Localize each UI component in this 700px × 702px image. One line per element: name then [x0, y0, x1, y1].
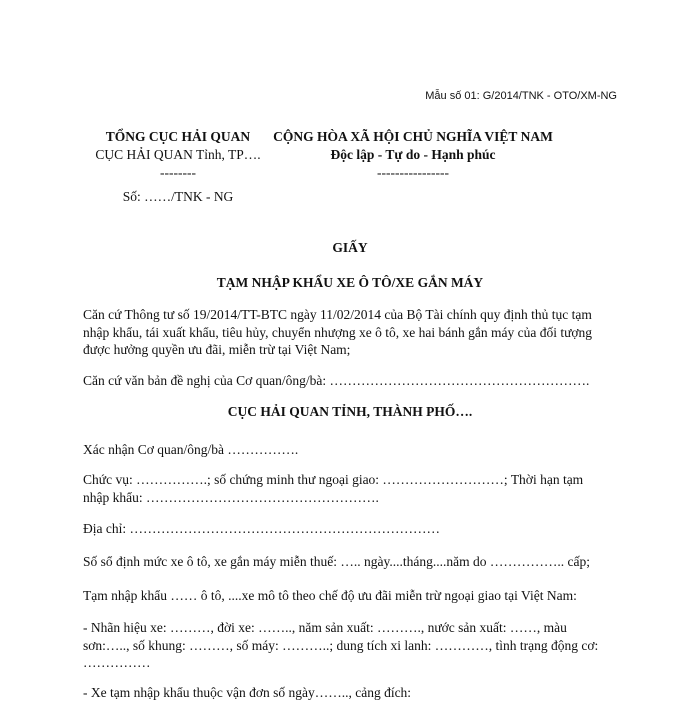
republic-motto: Độc lập - Tự do - Hạnh phúc — [330, 147, 496, 162]
republic-divider: ---------------- — [377, 165, 449, 180]
import-line: Tạm nhập khẩu …… ô tô, ....xe mô tô theo chế độ ưu đãi miễn trừ ngoại giao tại Việt Nam: — [83, 588, 577, 603]
agency-branch: CỤC HẢI QUAN Tỉnh, TP…. — [95, 147, 261, 162]
bill-line: - Xe tạm nhập khẩu thuộc vận đơn số ngày…….., cảng đích: — [83, 685, 412, 700]
basis-paragraph: Căn cứ Thông tư số 19/2014/TT-BTC ngày 11/02/2014 của Bộ Tài chính quy định thủ tục tạm nhập khẩu, tái xuất khẩu, tiêu hủy, chuyển nhượng xe ô tô, xe hai bánh gắn máy của đối tượng được hưởng quyền ưu đãi, miễn trừ tại Việt Nam; — [83, 307, 593, 357]
agency-header — [78, 128, 278, 206]
section-heading: CỤC HẢI QUAN TỈNH, THÀNH PHỐ…. — [227, 404, 473, 419]
agency-divider: -------- — [160, 165, 196, 180]
republic-name: CỘNG HÒA XÃ HỘI CHỦ NGHĨA VIỆT NAM — [273, 129, 553, 144]
quota-line: Số sổ định mức xe ô tô, xe gắn máy miễn thuế: ….. ngày....tháng....năm do …………….. cấp; — [83, 554, 590, 569]
confirm-line: Xác nhận Cơ quan/ông/bà ……………. — [83, 442, 299, 457]
agency-name: TỔNG CỤC HẢI QUAN — [105, 129, 251, 144]
document-subtitle: TẠM NHẬP KHẨU XE Ô TÔ/XE GẮN MÁY — [216, 275, 484, 290]
position-line: Chức vụ: …………….; số chứng minh thư ngoại giao: ………………………; Thời hạn tạm nhập khẩu: ……………………………………………. — [83, 472, 584, 505]
request-paragraph: Căn cứ văn bản đề nghị của Cơ quan/ông/bà: …………………………………………………. — [83, 373, 590, 388]
document-title: GIẤY — [332, 240, 368, 255]
republic-header — [268, 128, 558, 182]
vehicle-line: - Nhãn hiệu xe: ………, đời xe: …….., năm sản xuất: ………., nước sản xuất: ……, màu sơn:….., số khung: ………, số máy: ………..; dung tích xi lanh: …………, tình trạng động cơ: …………… — [83, 620, 599, 670]
form-number: Mẫu số 01: G/2014/TNK - OTO/XM-NG — [425, 90, 617, 102]
document-number: Số: ……/TNK - NG — [122, 189, 234, 204]
address-line: Địa chỉ: …………………………………………………………… — [83, 521, 440, 536]
